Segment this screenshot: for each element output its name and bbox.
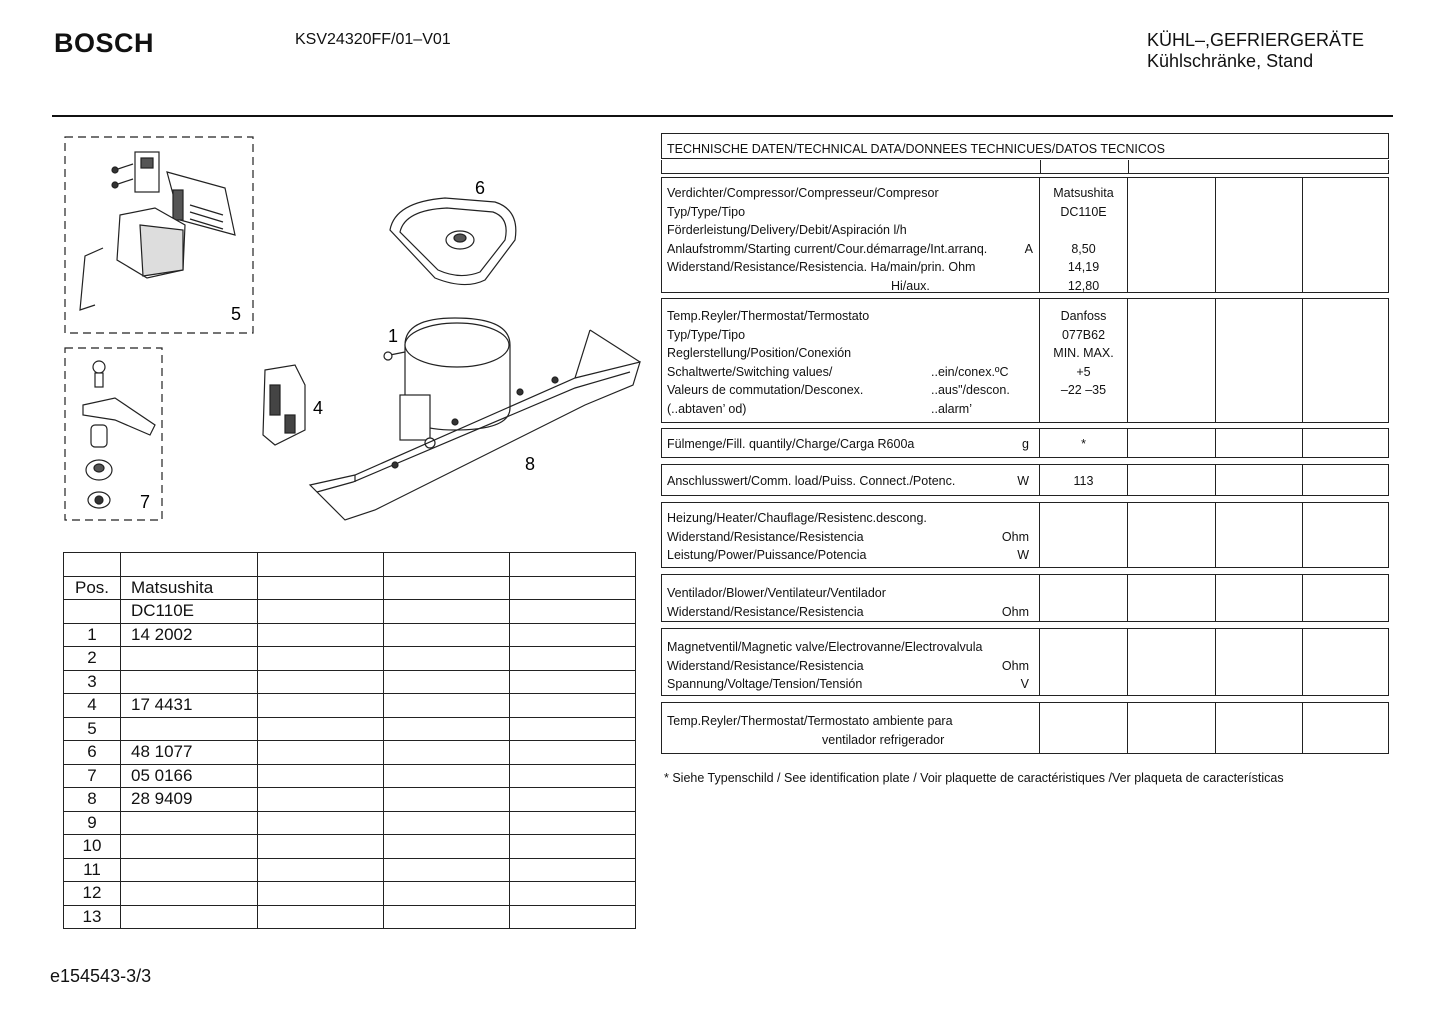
technical-data-title: TECHNISCHE DATEN/TECHNICAL DATA/DONNEES TECHNICUES/DATOS TECNICOS	[661, 133, 1389, 159]
empty-column	[1303, 629, 1389, 695]
part-number	[121, 835, 258, 859]
unit-label: g	[1022, 437, 1029, 451]
empty-column	[1128, 465, 1216, 495]
ambient-line: ventilador refrigerador	[822, 732, 945, 747]
valve-value	[1040, 629, 1128, 695]
pos-number: 13	[64, 905, 121, 929]
blower-text: Widerstand/Resistance/Resistencia	[667, 604, 864, 619]
empty-column	[1303, 503, 1389, 567]
table-cell	[510, 882, 636, 906]
table-cell	[258, 647, 384, 671]
valve-line	[667, 657, 1029, 676]
valve-line	[667, 675, 1029, 694]
thermostat-line	[667, 363, 1033, 382]
table-row	[64, 788, 636, 812]
compressor-block	[661, 177, 1389, 293]
table-row	[64, 623, 636, 647]
value-cell: DC110E	[1060, 204, 1107, 219]
empty-column	[1128, 703, 1216, 753]
empty-column	[1216, 299, 1303, 422]
category-title	[1147, 30, 1364, 72]
table-row	[64, 576, 636, 600]
table-row	[64, 647, 636, 671]
table-cell	[258, 694, 384, 718]
ambient-value	[1040, 703, 1128, 753]
empty-column	[1303, 465, 1389, 495]
table-cell	[510, 835, 636, 859]
empty-column	[1216, 629, 1303, 695]
unit-label: Ohm	[1001, 529, 1029, 544]
value-cell	[1040, 400, 1127, 419]
fill-value	[1040, 429, 1128, 457]
heater-block	[661, 502, 1389, 568]
part-number	[121, 647, 258, 671]
category-line-1: KÜHL–,GEFRIERGERÄTE	[1147, 30, 1365, 50]
manufacturer-header: Matsushita	[121, 576, 258, 600]
heater-value	[1040, 503, 1128, 567]
part-number: 14 2002	[121, 623, 258, 647]
value-cell: 113	[1073, 474, 1094, 488]
value-cell: 077B62	[1061, 327, 1106, 342]
part-number	[121, 858, 258, 882]
table-cell	[258, 670, 384, 694]
unit-label: Ohm	[1001, 658, 1029, 673]
table-row	[64, 882, 636, 906]
table-cell	[510, 600, 636, 624]
table-cell	[510, 694, 636, 718]
column-divider	[1128, 160, 1129, 173]
thermostat-line: Temp.Reyler/Thermostat/Termostato	[667, 309, 870, 323]
identification-note: * Siehe Typenschild / See identification plate / Voir plaquette de caractéristiques /Ver plaqueta de características	[664, 771, 1284, 785]
value-cell: 12,80	[1067, 278, 1100, 293]
compressor-line: Verdichter/Compressor/Compresseur/Compresor	[667, 186, 939, 200]
pos-number: 7	[64, 764, 121, 788]
part-number: 28 9409	[121, 788, 258, 812]
table-row	[64, 670, 636, 694]
unit-label: V	[1020, 677, 1029, 691]
callout-1: 1	[388, 326, 399, 346]
drip-tray-6-drawing	[390, 198, 516, 285]
table-row	[64, 905, 636, 929]
load-label	[662, 465, 1040, 495]
table-cell	[384, 788, 510, 812]
ambient-labels	[662, 703, 1040, 753]
value-cell: +5	[1076, 364, 1091, 379]
table-cell	[384, 694, 510, 718]
table-cell	[510, 553, 636, 577]
part-number	[121, 811, 258, 835]
compressor-line: Hi/aux.	[891, 278, 930, 293]
part-number: 48 1077	[121, 741, 258, 765]
table-cell	[510, 788, 636, 812]
fill-label	[662, 429, 1040, 457]
heater-text: Widerstand/Resistance/Resistencia	[667, 529, 864, 544]
table-cell	[510, 647, 636, 671]
part-number	[121, 905, 258, 929]
mounting-parts-drawing	[83, 361, 155, 508]
table-row	[64, 600, 636, 624]
compressor-1-drawing	[384, 318, 510, 448]
blower-labels	[662, 575, 1040, 621]
blower-line	[667, 603, 1029, 622]
table-cell	[510, 741, 636, 765]
value-cell	[1040, 221, 1127, 240]
value-cell: *	[1081, 437, 1086, 451]
document-id: e154543-3/3	[50, 966, 152, 986]
heater-line	[667, 528, 1029, 547]
table-row	[64, 741, 636, 765]
table-cell	[510, 670, 636, 694]
connected-load-block	[661, 464, 1389, 496]
compressor-line-text: Anlaufstromm/Starting current/Cour.démarrage/Int.arranq.	[667, 241, 988, 256]
table-cell	[258, 623, 384, 647]
table-cell	[384, 811, 510, 835]
pos-header: Pos.	[64, 576, 121, 600]
table-cell	[258, 905, 384, 929]
load-value	[1040, 465, 1128, 495]
pos-number: 2	[64, 647, 121, 671]
heater-labels	[662, 503, 1040, 567]
table-cell	[384, 741, 510, 765]
table-cell	[384, 670, 510, 694]
table-cell	[258, 717, 384, 741]
table-cell	[384, 835, 510, 859]
empty-column	[1216, 429, 1303, 457]
fill-text: Fülmenge/Fill. quantily/Charge/Carga R600a	[667, 437, 915, 451]
model-number: KSV24320FF/01–V01	[295, 31, 451, 48]
blower-block	[661, 574, 1389, 622]
header-divider	[52, 115, 1393, 117]
empty-column	[1216, 503, 1303, 567]
heater-line	[667, 546, 1029, 565]
value-cell: 14,19	[1067, 260, 1100, 274]
thermostat-line-text: Valeurs de commutation/Desconex.	[667, 383, 864, 397]
valve-labels	[662, 629, 1040, 695]
valve-text: Widerstand/Resistance/Resistencia	[667, 658, 864, 673]
table-cell	[258, 576, 384, 600]
valve-line	[667, 638, 1029, 657]
magnetic-valve-block	[661, 628, 1389, 696]
value-cell: 8,50	[1071, 241, 1096, 256]
callout-8: 8	[525, 454, 536, 474]
table-cell	[384, 647, 510, 671]
unit-label: W	[1017, 474, 1029, 488]
empty-column	[1128, 299, 1216, 422]
value-cell: Danfoss	[1060, 309, 1107, 323]
table-cell	[258, 764, 384, 788]
table-cell	[384, 858, 510, 882]
empty-column	[1303, 703, 1389, 753]
heater-line	[667, 509, 1029, 528]
part-number: 05 0166	[121, 764, 258, 788]
empty-column	[1216, 465, 1303, 495]
unit-label: Ohm	[1001, 604, 1029, 619]
table-cell	[384, 600, 510, 624]
relay-4-drawing	[263, 365, 305, 445]
empty-column	[1128, 178, 1216, 292]
pos-number: 5	[64, 717, 121, 741]
thermostat-values	[1040, 299, 1128, 422]
compressor-line: Widerstand/Resistance/Resistencia. Ha/main/prin. Ohm	[667, 260, 976, 274]
table-cell	[384, 553, 510, 577]
table-cell	[258, 882, 384, 906]
table-cell	[510, 858, 636, 882]
thermostat-labels	[662, 299, 1040, 422]
column-divider	[1040, 160, 1041, 173]
thermostat-line	[667, 381, 1033, 400]
table-cell	[510, 905, 636, 929]
table-row	[64, 717, 636, 741]
table-row	[64, 835, 636, 859]
valve-text: Magnetventil/Magnetic valve/Electrovanne/Electrovalvula	[667, 640, 983, 654]
model-subheader: DC110E	[121, 600, 258, 624]
empty-column	[1216, 703, 1303, 753]
table-cell	[258, 553, 384, 577]
table-cell	[384, 576, 510, 600]
parts-diagram	[55, 130, 655, 530]
empty-column	[1303, 178, 1389, 292]
table-cell	[258, 600, 384, 624]
brand-logo: BOSCH	[54, 28, 155, 58]
load-line	[667, 472, 1029, 491]
thermostat-mid: ..alarm’	[931, 401, 972, 416]
heater-text: Leistung/Power/Puissance/Potencia	[667, 548, 867, 562]
table-cell	[258, 788, 384, 812]
table-cell	[64, 553, 121, 577]
thermostat-line-text: Schaltwerte/Switching values/	[667, 364, 833, 379]
ambient-thermostat-block	[661, 702, 1389, 754]
blower-value	[1040, 575, 1128, 621]
table-cell	[384, 882, 510, 906]
thermostat-line: Typ/Type/Tipo	[667, 327, 746, 342]
empty-column	[1128, 429, 1216, 457]
pos-number: 9	[64, 811, 121, 835]
table-cell	[510, 623, 636, 647]
load-text: Anschlusswert/Comm. load/Puiss. Connect./Potenc.	[667, 474, 956, 488]
positions-table	[63, 552, 636, 929]
callout-5: 5	[231, 304, 242, 324]
compressor-line-current	[667, 240, 1033, 259]
empty-column	[1128, 629, 1216, 695]
pos-number: 11	[64, 858, 121, 882]
part-number	[121, 717, 258, 741]
table-cell	[384, 623, 510, 647]
empty-column	[1216, 178, 1303, 292]
table-cell	[510, 717, 636, 741]
table-cell	[121, 553, 258, 577]
compressor-labels	[662, 178, 1040, 292]
part-number	[121, 670, 258, 694]
thermostat-mid: ..aus"/descon.	[931, 383, 1010, 397]
table-cell	[510, 811, 636, 835]
table-row	[64, 764, 636, 788]
table-cell	[384, 905, 510, 929]
empty-column	[1303, 299, 1389, 422]
compressor-values	[1040, 178, 1128, 292]
fill-line	[667, 435, 1029, 454]
unit-label: A	[1024, 241, 1033, 256]
callout-6: 6	[475, 178, 486, 198]
table-cell	[258, 858, 384, 882]
callout-4: 4	[313, 398, 324, 418]
thermostat-line-text: (..abtaven’ od)	[667, 401, 747, 416]
relay-parts-drawing	[80, 152, 235, 310]
empty-column	[1128, 575, 1216, 621]
value-cell: MIN. MAX.	[1053, 346, 1114, 360]
heater-text: Heizung/Heater/Chauflage/Resistenc.descong.	[667, 511, 927, 525]
blower-text: Ventilador/Blower/Ventilateur/Ventilador	[667, 586, 886, 600]
table-cell	[384, 764, 510, 788]
table-row	[64, 553, 636, 577]
table-row	[64, 858, 636, 882]
empty-column	[1303, 575, 1389, 621]
table-cell	[510, 764, 636, 788]
table-row	[64, 811, 636, 835]
technical-data-subheader	[661, 160, 1389, 174]
part-number	[121, 882, 258, 906]
compressor-line: Förderleistung/Delivery/Debit/Aspiración l/h	[667, 223, 907, 237]
thermostat-mid: ..ein/conex.ºC	[931, 364, 1009, 379]
pos-number: 1	[64, 623, 121, 647]
value-cell: –22 –35	[1060, 383, 1107, 397]
thermostat-line	[667, 400, 1033, 419]
thermostat-line: Reglerstellung/Position/Conexión	[667, 346, 852, 360]
table-cell	[258, 811, 384, 835]
table-cell	[258, 835, 384, 859]
fill-quantity-block	[661, 428, 1389, 458]
table-cell	[384, 717, 510, 741]
empty-column	[1128, 503, 1216, 567]
callout-7: 7	[140, 492, 151, 512]
pos-number: 4	[64, 694, 121, 718]
compressor-line: Typ/Type/Tipo	[667, 204, 746, 219]
ambient-line: Temp.Reyler/Thermostat/Termostato ambiente para	[667, 714, 953, 728]
empty-column	[1216, 575, 1303, 621]
thermostat-block	[661, 298, 1389, 423]
blower-line	[667, 584, 1029, 603]
table-cell	[510, 576, 636, 600]
pos-number: 8	[64, 788, 121, 812]
empty-column	[1303, 429, 1389, 457]
table-row	[64, 694, 636, 718]
value-cell: Matsushita	[1053, 186, 1114, 200]
table-cell	[64, 600, 121, 624]
pos-number: 12	[64, 882, 121, 906]
category-line-2: Kühlschränke, Stand	[1147, 51, 1314, 71]
table-cell	[258, 741, 384, 765]
pos-number: 3	[64, 670, 121, 694]
part-number: 17 4431	[121, 694, 258, 718]
pos-number: 6	[64, 741, 121, 765]
pos-number: 10	[64, 835, 121, 859]
unit-label: W	[1017, 548, 1029, 562]
valve-text: Spannung/Voltage/Tension/Tensión	[667, 677, 863, 691]
